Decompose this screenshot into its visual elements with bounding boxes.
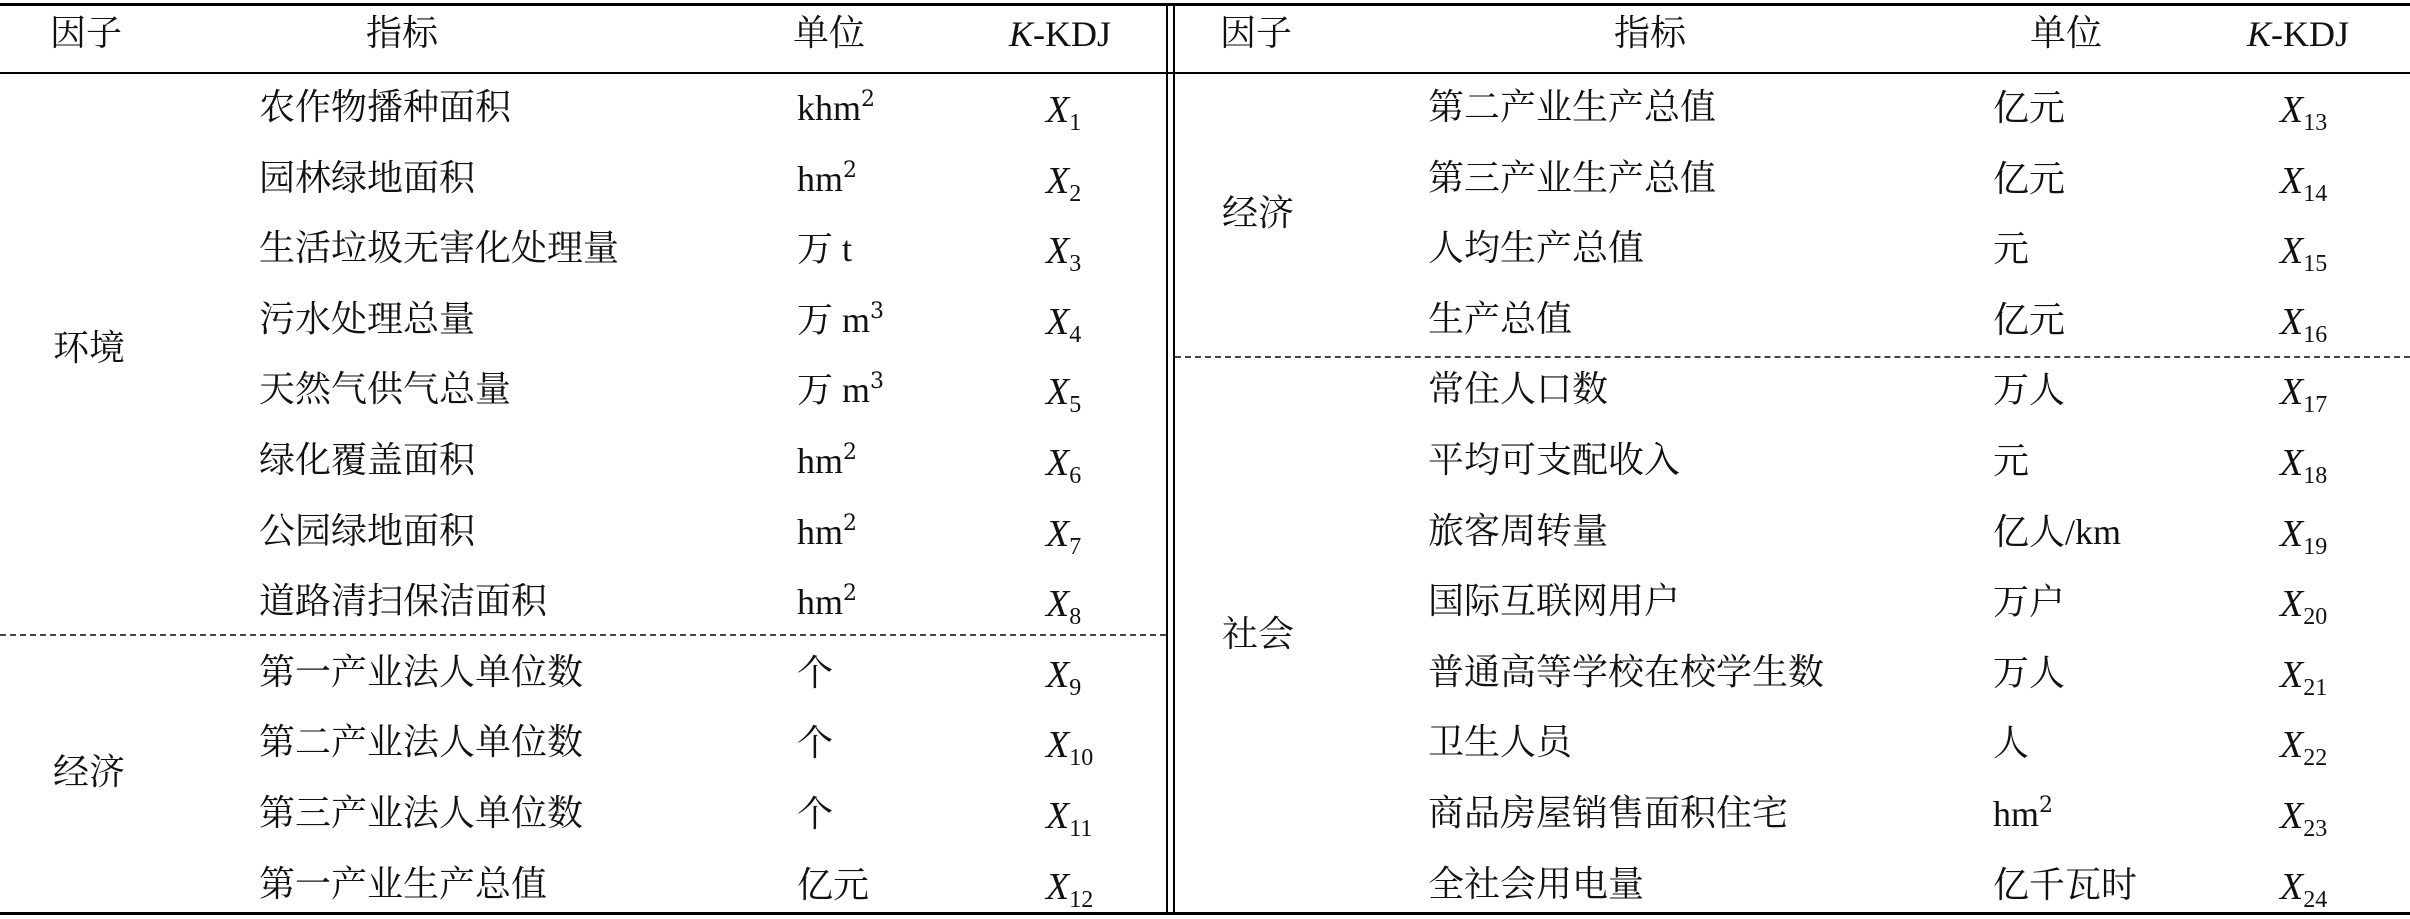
bottom-rule xyxy=(0,912,2410,915)
code-cell xyxy=(2280,724,2328,771)
left-header-indicator: 指标 xyxy=(366,13,439,54)
unit-exponent: 2 xyxy=(861,87,876,112)
code-symbol: X xyxy=(2280,371,2304,413)
code-cell xyxy=(2280,442,2328,489)
unit-exponent: 3 xyxy=(870,369,885,394)
header-rule xyxy=(0,72,2410,74)
right-group-factor: 经济 xyxy=(1222,193,1295,234)
indicator-cell: 第一产业生产总值 xyxy=(259,864,548,905)
code-symbol: X xyxy=(2280,654,2304,696)
code-subscript: 6 xyxy=(1069,463,1082,489)
code-cell xyxy=(1046,89,1082,136)
unit-text: 万 m xyxy=(797,370,871,410)
unit-text: 个 xyxy=(797,794,834,834)
code-subscript: 24 xyxy=(2303,887,2328,913)
unit-cell xyxy=(797,512,857,553)
unit-cell xyxy=(1993,159,2065,200)
left-group-factor: 环境 xyxy=(53,328,126,369)
indicator-cell: 生产总值 xyxy=(1428,299,1573,340)
code-subscript: 23 xyxy=(2303,816,2328,842)
code-cell xyxy=(1046,160,1082,207)
code-symbol: X xyxy=(2280,795,2304,837)
unit-text: 亿元 xyxy=(1993,300,2066,340)
unit-cell xyxy=(1993,512,2121,553)
unit-cell xyxy=(797,794,833,835)
unit-cell xyxy=(1993,88,2065,129)
indicator-cell: 第一产业法人单位数 xyxy=(259,652,584,693)
code-subscript: 16 xyxy=(2303,322,2328,348)
indicator-cell: 人均生产总值 xyxy=(1428,228,1645,269)
unit-cell xyxy=(1993,441,2029,482)
indicator-cell: 国际互联网用户 xyxy=(1428,581,1681,622)
right-header-code: K-KDJ xyxy=(2247,14,2350,54)
indicator-cell: 第三产业法人单位数 xyxy=(259,793,584,834)
unit-text: 万人 xyxy=(1993,653,2066,693)
code-subscript: 13 xyxy=(2303,110,2328,136)
unit-cell xyxy=(1993,300,2065,341)
unit-text: hm xyxy=(797,582,844,622)
left-header-factor: 因子 xyxy=(50,13,123,54)
code-cell xyxy=(2280,654,2328,701)
left-header-code: K-KDJ xyxy=(1009,14,1112,54)
unit-cell xyxy=(1993,794,2053,835)
unit-cell xyxy=(1993,653,2065,694)
unit-text: 人 xyxy=(1993,723,2030,763)
indicator-cell: 生活垃圾无害化处理量 xyxy=(259,228,620,269)
code-symbol: X xyxy=(2280,442,2304,484)
code-symbol: X xyxy=(1046,160,1070,202)
code-symbol: X xyxy=(1046,89,1070,131)
unit-text: 元 xyxy=(1993,441,2030,481)
indicator-cell: 平均可支配收入 xyxy=(1428,440,1681,481)
unit-text: 万 t xyxy=(797,229,853,269)
unit-text: 元 xyxy=(1993,229,2030,269)
code-symbol: X xyxy=(2280,866,2304,908)
unit-text: 个 xyxy=(797,653,834,693)
code-cell xyxy=(1046,654,1082,701)
code-symbol: X xyxy=(2280,513,2304,555)
code-subscript: 15 xyxy=(2303,251,2328,277)
unit-exponent: 2 xyxy=(843,158,858,183)
indicator-cell: 公园绿地面积 xyxy=(259,511,476,552)
unit-cell xyxy=(797,582,857,623)
code-subscript: 8 xyxy=(1069,604,1082,630)
code-symbol: X xyxy=(2280,724,2304,766)
code-symbol: X xyxy=(1046,866,1070,908)
unit-exponent: 2 xyxy=(843,581,858,606)
code-subscript: 10 xyxy=(1069,745,1094,771)
code-symbol: X xyxy=(1046,724,1070,766)
code-subscript: 12 xyxy=(1069,887,1094,913)
unit-text: 亿元 xyxy=(1993,159,2066,199)
code-subscript: 7 xyxy=(1069,534,1082,560)
code-subscript: 4 xyxy=(1069,322,1082,348)
unit-text: hm xyxy=(797,441,844,481)
unit-cell xyxy=(1993,582,2065,623)
indicator-cell: 天然气供气总量 xyxy=(259,369,512,410)
code-cell xyxy=(2280,371,2328,418)
unit-cell xyxy=(797,653,833,694)
indicator-cell: 普通高等学校在校学生数 xyxy=(1428,652,1825,693)
code-cell xyxy=(2280,866,2328,913)
unit-cell xyxy=(1993,370,2065,411)
code-symbol: X xyxy=(2280,301,2304,343)
code-symbol: X xyxy=(1046,583,1070,625)
unit-text: hm xyxy=(797,512,844,552)
unit-cell xyxy=(797,229,852,270)
unit-cell xyxy=(797,441,857,482)
indicator-cell: 园林绿地面积 xyxy=(259,158,476,199)
right-header-unit: 单位 xyxy=(2030,13,2103,54)
code-cell xyxy=(1046,513,1082,560)
code-subscript: 17 xyxy=(2303,392,2328,418)
unit-cell xyxy=(1993,723,2029,764)
unit-text: 万 m xyxy=(797,300,871,340)
unit-text: 亿元 xyxy=(1993,88,2066,128)
indicator-cell: 旅客周转量 xyxy=(1428,511,1609,552)
code-symbol: X xyxy=(2280,89,2304,131)
indicator-cell: 第二产业法人单位数 xyxy=(259,722,584,763)
center-divider-right xyxy=(1173,3,1175,915)
code-subscript: 19 xyxy=(2303,534,2328,560)
code-symbol: X xyxy=(1046,442,1070,484)
code-cell xyxy=(1046,301,1082,348)
code-subscript: 14 xyxy=(2303,181,2328,207)
code-symbol: X xyxy=(1046,513,1070,555)
code-symbol: X xyxy=(1046,371,1070,413)
code-subscript: 2 xyxy=(1069,181,1082,207)
code-subscript: 21 xyxy=(2303,675,2328,701)
unit-text: 亿元 xyxy=(797,865,870,905)
right-header-indicator: 指标 xyxy=(1614,13,1687,54)
code-cell xyxy=(2280,230,2328,277)
code-cell xyxy=(1046,866,1094,913)
unit-text: 亿千瓦时 xyxy=(1993,865,2138,905)
code-cell xyxy=(1046,230,1082,277)
code-cell xyxy=(2280,795,2328,842)
unit-exponent: 2 xyxy=(843,440,858,465)
code-cell xyxy=(2280,513,2328,560)
code-symbol: X xyxy=(1046,654,1070,696)
code-subscript: 3 xyxy=(1069,251,1082,277)
unit-text: hm xyxy=(1993,794,2040,834)
top-rule xyxy=(0,3,2410,6)
code-cell xyxy=(2280,160,2328,207)
code-subscript: 1 xyxy=(1069,110,1082,136)
indicator-cell: 第三产业生产总值 xyxy=(1428,158,1717,199)
indicator-cell: 全社会用电量 xyxy=(1428,864,1645,905)
code-subscript: 5 xyxy=(1069,392,1082,418)
right-group-separator xyxy=(1175,356,2410,358)
code-subscript: 20 xyxy=(2303,604,2328,630)
unit-text: 万人 xyxy=(1993,370,2066,410)
unit-text: 万户 xyxy=(1993,582,2066,622)
unit-exponent: 2 xyxy=(843,511,858,536)
indicator-cell: 第二产业生产总值 xyxy=(1428,87,1717,128)
unit-cell xyxy=(797,300,884,341)
unit-text: 个 xyxy=(797,723,834,763)
unit-cell xyxy=(797,723,833,764)
indicator-cell: 农作物播种面积 xyxy=(259,87,512,128)
code-cell xyxy=(1046,442,1082,489)
unit-exponent: 2 xyxy=(2039,793,2054,818)
unit-cell xyxy=(797,88,875,129)
indicator-cell: 污水处理总量 xyxy=(259,299,476,340)
code-cell xyxy=(2280,89,2328,136)
code-subscript: 11 xyxy=(1069,816,1093,842)
indicator-cell: 卫生人员 xyxy=(1428,722,1573,763)
code-cell xyxy=(1046,724,1094,771)
right-group-factor: 社会 xyxy=(1222,614,1295,655)
unit-exponent: 3 xyxy=(870,299,885,324)
indicator-cell: 道路清扫保洁面积 xyxy=(259,581,548,622)
code-subscript: 18 xyxy=(2303,463,2328,489)
code-cell xyxy=(1046,795,1093,842)
center-divider-left xyxy=(1166,3,1168,915)
code-cell xyxy=(1046,583,1082,630)
unit-text: khm xyxy=(797,88,862,128)
code-symbol: X xyxy=(1046,795,1070,837)
indicator-cell: 常住人口数 xyxy=(1428,369,1609,410)
code-symbol: X xyxy=(1046,301,1070,343)
code-cell xyxy=(2280,583,2328,630)
unit-cell xyxy=(1993,865,2137,906)
unit-text: hm xyxy=(797,159,844,199)
indicator-cell: 绿化覆盖面积 xyxy=(259,440,476,481)
right-header-factor: 因子 xyxy=(1220,13,1293,54)
code-symbol: X xyxy=(2280,160,2304,202)
left-group-factor: 经济 xyxy=(53,752,126,793)
indicator-cell: 商品房屋销售面积住宅 xyxy=(1428,793,1789,834)
code-symbol: X xyxy=(1046,230,1070,272)
unit-cell xyxy=(797,865,869,906)
code-subscript: 22 xyxy=(2303,745,2328,771)
left-header-unit: 单位 xyxy=(793,13,866,54)
code-symbol: X xyxy=(2280,583,2304,625)
code-cell xyxy=(2280,301,2328,348)
unit-text: 亿人/km xyxy=(1993,512,2122,552)
code-cell xyxy=(1046,371,1082,418)
unit-cell xyxy=(797,370,884,411)
unit-cell xyxy=(797,159,857,200)
unit-cell xyxy=(1993,229,2029,270)
left-group-separator xyxy=(0,634,1166,636)
code-symbol: X xyxy=(2280,230,2304,272)
code-subscript: 9 xyxy=(1069,675,1082,701)
